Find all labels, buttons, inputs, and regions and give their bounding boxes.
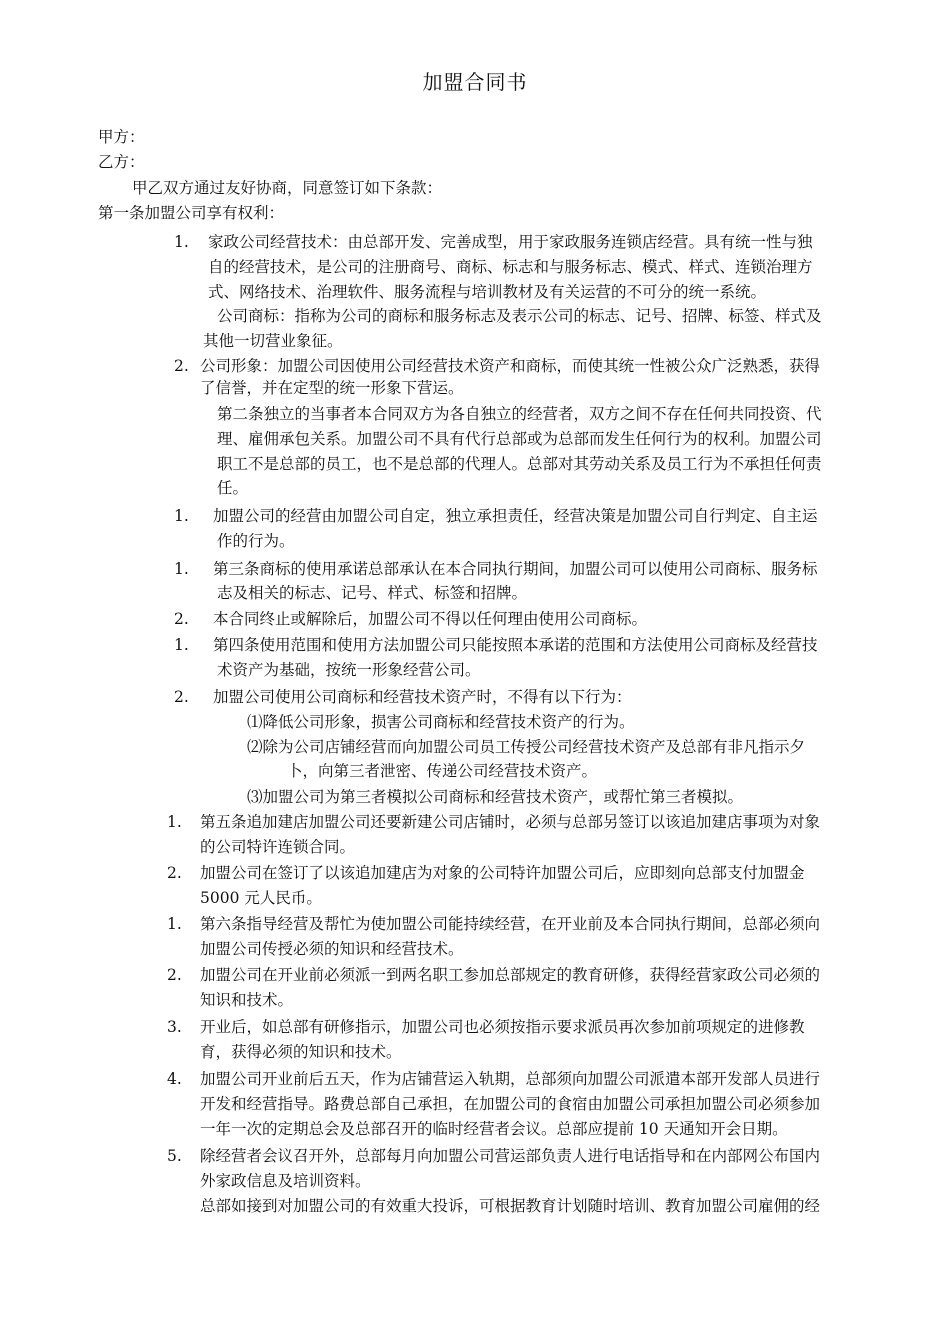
list-item-text: 加盟公司传授必须的知识和经营技术。 (200, 940, 464, 958)
list-item-text: 加盟公司的经营由加盟公司自定，独立承担责任，经营决策是加盟公司自行判定、自主运 (213, 507, 818, 525)
paragraph-text: 第二条独立的当事者本合同双方为各自独立的经营者，双方之间不存在任何共同投资、代 (217, 405, 822, 423)
intro-text: 甲乙双方通过友好协商，同意签订如下条款： (132, 179, 443, 197)
list-item-text: 第四条使用范围和使用方法加盟公司只能按照本承诺的范围和方法使用公司商标及经营技 (213, 636, 818, 654)
list-number: 1. (167, 813, 182, 831)
list-item-text: 第五条追加建店加盟公司还要新建公司店铺时，必须与总部另签订以该追加建店事项为对象 (200, 813, 821, 831)
sub-item-text: 卜，向第三者泄密、传递公司经营技术资产。 (287, 762, 598, 780)
list-item-text: 除经营者会议召开外，总部每月向加盟公司营运部负责人进行电话指导和在内部网公布国内 (200, 1147, 821, 1165)
paragraph-text: 理、雇佣承包关系。加盟公司不具有代行总部或为总部而发生任何行为的权利。加盟公司 (217, 430, 822, 448)
list-item-text: 育，获得必须的知识和技术。 (200, 1043, 402, 1061)
list-number: 1. (174, 636, 189, 654)
list-item-text: 志及相关的标志、记号、样式、标签和招牌。 (217, 584, 528, 602)
list-number: 1. (167, 915, 182, 933)
list-item-text: 知识和技术。 (200, 991, 294, 1009)
list-item-text: 第三条商标的使用承诺总部承认在本合同执行期间，加盟公司可以使用公司商标、服务标 (213, 560, 818, 578)
paragraph-text: 其他一切营业象征。 (203, 332, 343, 350)
list-number: 2. (174, 357, 189, 375)
sub-item-text: ⑶加盟公司为第三者模拟公司商标和经营技术资产，或帮忙第三者模拟。 (247, 788, 744, 806)
paragraph-text: 职工不是总部的员工，也不是总部的代理人。总部对其劳动关系及员工行为不承担任何责 (217, 455, 822, 473)
list-item-text: 加盟公司在开业前必须派一到两名职工参加总部规定的教育研修，获得经营家政公司必须的 (200, 966, 821, 984)
list-item-text: 外家政信息及培训资料。 (200, 1172, 371, 1190)
list-number: 1. (174, 560, 189, 578)
list-item-text: 公司形象：加盟公司因使用公司经营技术资产和商标，而使其统一性被公众广泛熟悉，获得 (200, 357, 821, 375)
list-item-text: 了信誉，并在定型的统一形象下营运。 (200, 379, 464, 397)
list-number: 3. (167, 1018, 182, 1036)
list-item-text: 5000 元人民币。 (200, 889, 322, 907)
list-item-text: 加盟公司使用公司商标和经营技术资产时，不得有以下行为： (213, 688, 632, 706)
list-number: 2. (174, 610, 189, 628)
list-item-text: 本合同终止或解除后，加盟公司不得以任何理由使用公司商标。 (213, 610, 648, 628)
list-number: 2. (167, 864, 182, 882)
list-item-text: 一年一次的定期总会及总部召开的临时经营者会议。总部应提前 10 天通知开会日期。 (200, 1120, 788, 1138)
party-a-label: 甲方： (98, 128, 145, 146)
list-item-text: 加盟公司在签订了以该追加建店为对象的公司特许加盟公司后，应即刻向总部支付加盟金 (200, 864, 805, 882)
list-item-text: 加盟公司开业前后五天，作为店铺营运入轨期，总部须向加盟公司派遣本部开发部人员进行 (200, 1070, 821, 1088)
document-title: 加盟合同书 (422, 70, 528, 94)
article-1-heading: 第一条加盟公司享有权利： (98, 204, 285, 222)
list-number: 2. (174, 688, 189, 706)
list-item-text: 开业后，如总部有研修指示，加盟公司也必须按指示要求派员再次参加前项规定的进修教 (200, 1018, 805, 1036)
list-item-text: 术资产为基础，按统一形象经营公司。 (217, 661, 481, 679)
list-item-text: 第六条指导经营及帮忙为使加盟公司能持续经营，在开业前及本合同执行期间，总部必须向 (200, 915, 821, 933)
list-item-text: 开发和经营指导。路费总部自己承担，在加盟公司的食宿由加盟公司承担加盟公司必须参加 (200, 1095, 821, 1113)
sub-item-text: ⑴降低公司形象，损害公司商标和经营技术资产的行为。 (247, 713, 635, 731)
paragraph-text: 公司商标：指称为公司的商标和服务标志及表示公司的标志、记号、招牌、标签、样式及 (217, 307, 822, 325)
sub-item-text: ⑵除为公司店铺经营而向加盟公司员工传授公司经营技术资产及总部有非凡指示夕 (247, 738, 806, 756)
list-item-text: 自的经营技术，是公司的注册商号、商标、标志和与服务标志、模式、样式、连锁治理方 (208, 258, 813, 276)
list-number: 2. (167, 966, 182, 984)
paragraph-text: 任。 (217, 479, 249, 497)
list-number: 1. (174, 233, 189, 251)
list-number: 1. (174, 507, 189, 525)
list-item-text: 作的行为。 (217, 532, 295, 550)
list-number: 4. (167, 1070, 182, 1088)
paragraph-text: 总部如接到对加盟公司的有效重大投诉，可根据教育计划随时培训、教育加盟公司雇佣的经 (200, 1197, 821, 1215)
party-b-label: 乙方： (98, 153, 145, 171)
list-item-text: 家政公司经营技术：由总部开发、完善成型，用于家政服务连锁店经营。具有统一性与独 (208, 233, 813, 251)
list-item-text: 的公司特许连锁合同。 (200, 838, 356, 856)
list-number: 5. (167, 1147, 182, 1165)
list-item-text: 式、网络技术、治理软件、服务流程与培训教材及有关运营的不可分的统一系统。 (208, 283, 767, 301)
